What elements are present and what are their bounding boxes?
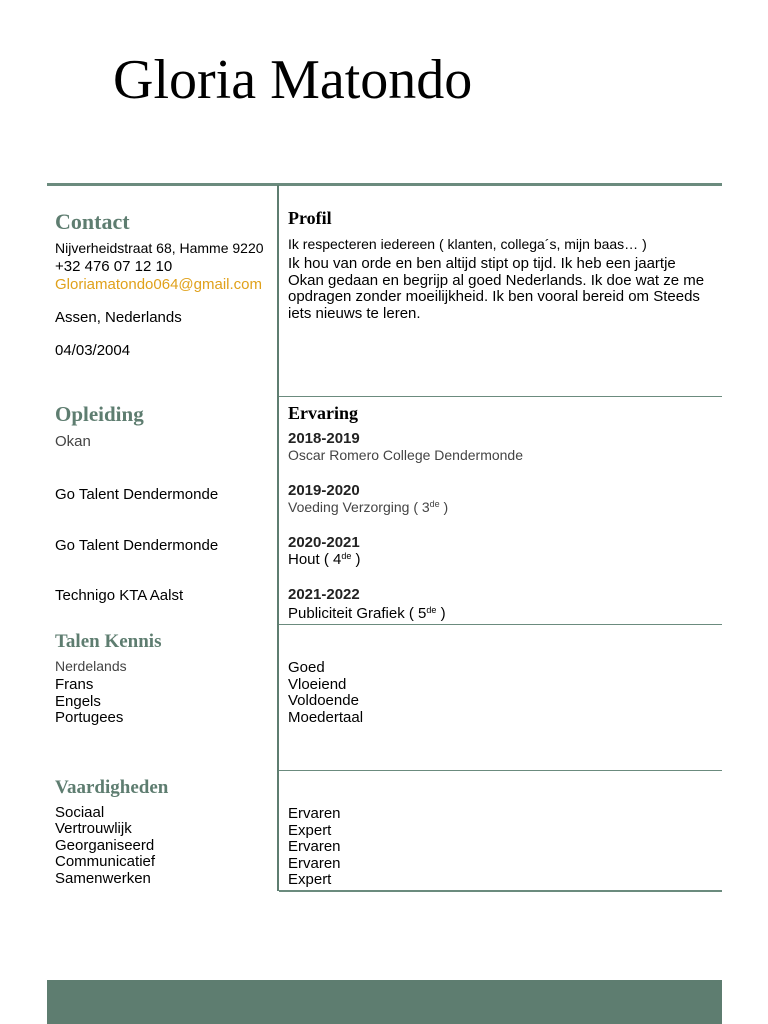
- language-level: Goed: [288, 659, 325, 676]
- language-name: Portugees: [55, 709, 124, 726]
- education-item: Go Talent Dendermonde: [55, 486, 219, 503]
- birthdate: 04/03/2004: [55, 342, 131, 359]
- email-link[interactable]: Gloriamatondo064@gmail.com: [55, 276, 262, 293]
- address: Nijverheidstraat 68, Hamme 9220: [55, 240, 264, 256]
- languages-heading: Talen Kennis: [55, 631, 162, 652]
- skill-level: Ervaren: [288, 805, 341, 822]
- skill-name: Vertrouwlijk: [55, 820, 132, 837]
- profile-line1: Ik respecteren iedereen ( klanten, collega´s, mijn baas… ): [288, 236, 647, 252]
- skill-name: Sociaal: [55, 804, 105, 821]
- column-divider: [277, 185, 279, 891]
- divider-experience: [279, 624, 722, 625]
- skill-level: Ervaren: [288, 838, 341, 855]
- top-divider: [47, 183, 722, 186]
- divider-profile: [279, 396, 722, 397]
- footer-bar: [47, 980, 722, 1024]
- experience-years: 2018-2019: [288, 430, 360, 447]
- person-name: Gloria Matondo: [113, 49, 473, 111]
- contact-heading: Contact: [55, 209, 130, 234]
- experience-desc: Publiciteit Grafiek ( 5de ): [288, 605, 446, 622]
- language-name: Nerdelands: [55, 658, 127, 674]
- skill-name: Samenwerken: [55, 870, 151, 887]
- language-name: Frans: [55, 676, 94, 693]
- language-level: Voldoende: [288, 692, 359, 709]
- experience-desc: Hout ( 4de ): [288, 551, 361, 568]
- city: Assen, Nederlands: [55, 309, 182, 326]
- divider-bottom: [279, 890, 722, 892]
- profile-heading: Profil: [288, 208, 332, 228]
- profile-text: Ik hou van orde en ben altijd stipt op tijd. Ik heb een jaartje Okan gedaan en begrijp al goed Nederlands. Ik doe wat ze me opdragen zonder moeilijkheid. Ik ben vooral bereid om Steeds iets nieuws te leren.: [288, 255, 705, 322]
- experience-years: 2021-2022: [288, 586, 360, 603]
- education-heading: Opleiding: [55, 402, 144, 426]
- experience-years: 2019-2020: [288, 482, 360, 499]
- language-level: Moedertaal: [288, 709, 364, 726]
- education-item: Go Talent Dendermonde: [55, 537, 219, 554]
- skill-name: Communicatief: [55, 853, 156, 870]
- skill-level: Expert: [288, 871, 332, 888]
- experience-desc: Oscar Romero College Dendermonde: [288, 447, 523, 463]
- skills-heading: Vaardigheden: [55, 777, 169, 798]
- experience-desc: Voeding Verzorging ( 3de ): [288, 499, 449, 515]
- skill-name: Georganiseerd: [55, 837, 155, 854]
- education-item: Okan: [55, 433, 91, 450]
- experience-heading: Ervaring: [288, 403, 358, 423]
- divider-languages: [279, 770, 722, 771]
- experience-years: 2020-2021: [288, 534, 360, 551]
- language-name: Engels: [55, 693, 101, 710]
- education-item: Technigo KTA Aalst: [55, 587, 184, 604]
- language-level: Vloeiend: [288, 676, 347, 693]
- skill-level: Expert: [288, 822, 332, 839]
- phone: +32 476 07 12 10: [55, 258, 173, 275]
- skill-level: Ervaren: [288, 855, 341, 872]
